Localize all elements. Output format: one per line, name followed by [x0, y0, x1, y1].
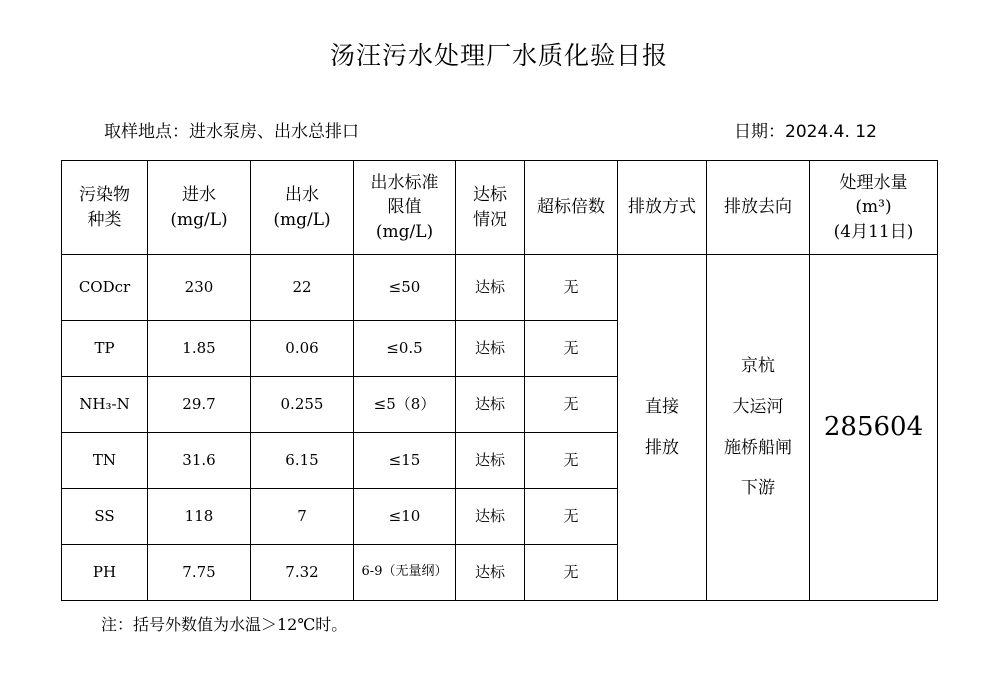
- limit-cell: ≤10: [354, 489, 456, 545]
- destination-line-4: 下游: [741, 478, 775, 499]
- header-compliance-line-1: 达标: [473, 184, 507, 205]
- exceed-cell: 无: [525, 489, 618, 545]
- outflow-cell: 0.255: [251, 377, 354, 433]
- inflow-cell: 29.7: [148, 377, 251, 433]
- header-volume-line-1: 处理水量: [839, 172, 908, 193]
- discharge-method-line-1: 直接: [645, 396, 679, 417]
- pollutant-cell: PH: [62, 545, 148, 601]
- report-title: 汤汪污水处理厂水质化验日报: [329, 41, 668, 70]
- pollutant-cell: TP: [62, 321, 148, 377]
- status-cell: 达标: [456, 545, 525, 601]
- discharge-destination-cell: [707, 255, 810, 601]
- header-method: 排放方式: [618, 161, 707, 255]
- header-limit-line-3: (mg/L): [375, 221, 434, 242]
- outflow-cell: 7: [251, 489, 354, 545]
- pollutant-cell: SS: [62, 489, 148, 545]
- pollutant-cell: CODcr: [62, 255, 148, 321]
- header-inflow-line-2: (mg/L): [170, 209, 228, 230]
- header-pollutant-line-2: 种类: [87, 209, 122, 230]
- table-row: [62, 255, 938, 321]
- header-destination: 排放去向: [707, 161, 810, 255]
- status-cell: 达标: [456, 377, 525, 433]
- header-pollutant-line-1: 污染物: [79, 184, 130, 205]
- header-compliance: [456, 161, 525, 255]
- exceed-cell: 无: [525, 545, 618, 601]
- outflow-cell: 0.06: [251, 321, 354, 377]
- limit-cell: ≤15: [354, 433, 456, 489]
- limit-cell: ≤0.5: [354, 321, 456, 377]
- header-outflow: [251, 161, 354, 255]
- outflow-cell: 7.32: [251, 545, 354, 601]
- limit-cell: ≤5（8）: [354, 377, 456, 433]
- inflow-cell: 1.85: [148, 321, 251, 377]
- discharge-method-line-2: 排放: [645, 437, 679, 458]
- status-cell: 达标: [456, 255, 525, 321]
- limit-cell: 6-9（无量纲）: [354, 545, 456, 601]
- inflow-cell: 230: [148, 255, 251, 321]
- header-volume: [810, 161, 938, 255]
- header-outflow-line-2: (mg/L): [273, 209, 331, 230]
- header-limit: [354, 161, 456, 255]
- header-pollutant: [62, 161, 148, 255]
- header-exceed: 超标倍数: [525, 161, 618, 255]
- exceed-cell: 无: [525, 377, 618, 433]
- status-cell: 达标: [456, 433, 525, 489]
- status-cell: 达标: [456, 489, 525, 545]
- discharge-method-cell: [618, 255, 707, 601]
- pollutant-cell: TN: [62, 433, 148, 489]
- destination-line-3: 施桥船闸: [724, 437, 792, 458]
- header-volume-line-2: (m³): [855, 197, 892, 218]
- report-date: 日期：2024.4. 12: [734, 122, 877, 142]
- destination-line-1: 京杭: [741, 355, 775, 376]
- header-compliance-line-2: 情况: [473, 209, 507, 230]
- inflow-cell: 118: [148, 489, 251, 545]
- header-row: [62, 161, 938, 255]
- header-limit-line-2: 限值: [387, 197, 422, 218]
- exceed-cell: 无: [525, 255, 618, 321]
- status-cell: 达标: [456, 321, 525, 377]
- inflow-cell: 7.75: [148, 545, 251, 601]
- outflow-cell: 6.15: [251, 433, 354, 489]
- exceed-cell: 无: [525, 433, 618, 489]
- header-volume-line-3: (4月11日): [833, 221, 914, 242]
- outflow-cell: 22: [251, 255, 354, 321]
- header-inflow: [148, 161, 251, 255]
- footnote: 注：括号外数值为水温＞12℃时。: [101, 615, 348, 634]
- destination-line-2: 大运河: [732, 396, 784, 417]
- sampling-location: 取样地点：进水泵房、出水总排口: [104, 122, 359, 142]
- header-inflow-line-1: 进水: [182, 184, 216, 205]
- inflow-cell: 31.6: [148, 433, 251, 489]
- water-quality-table: [61, 160, 938, 601]
- header-outflow-line-1: 出水: [285, 184, 319, 205]
- limit-cell: ≤50: [354, 255, 456, 321]
- header-limit-line-1: 出水标准: [370, 172, 439, 193]
- treated-volume-cell: 285604: [810, 255, 938, 601]
- exceed-cell: 无: [525, 321, 618, 377]
- pollutant-cell: NH₃-N: [62, 377, 148, 433]
